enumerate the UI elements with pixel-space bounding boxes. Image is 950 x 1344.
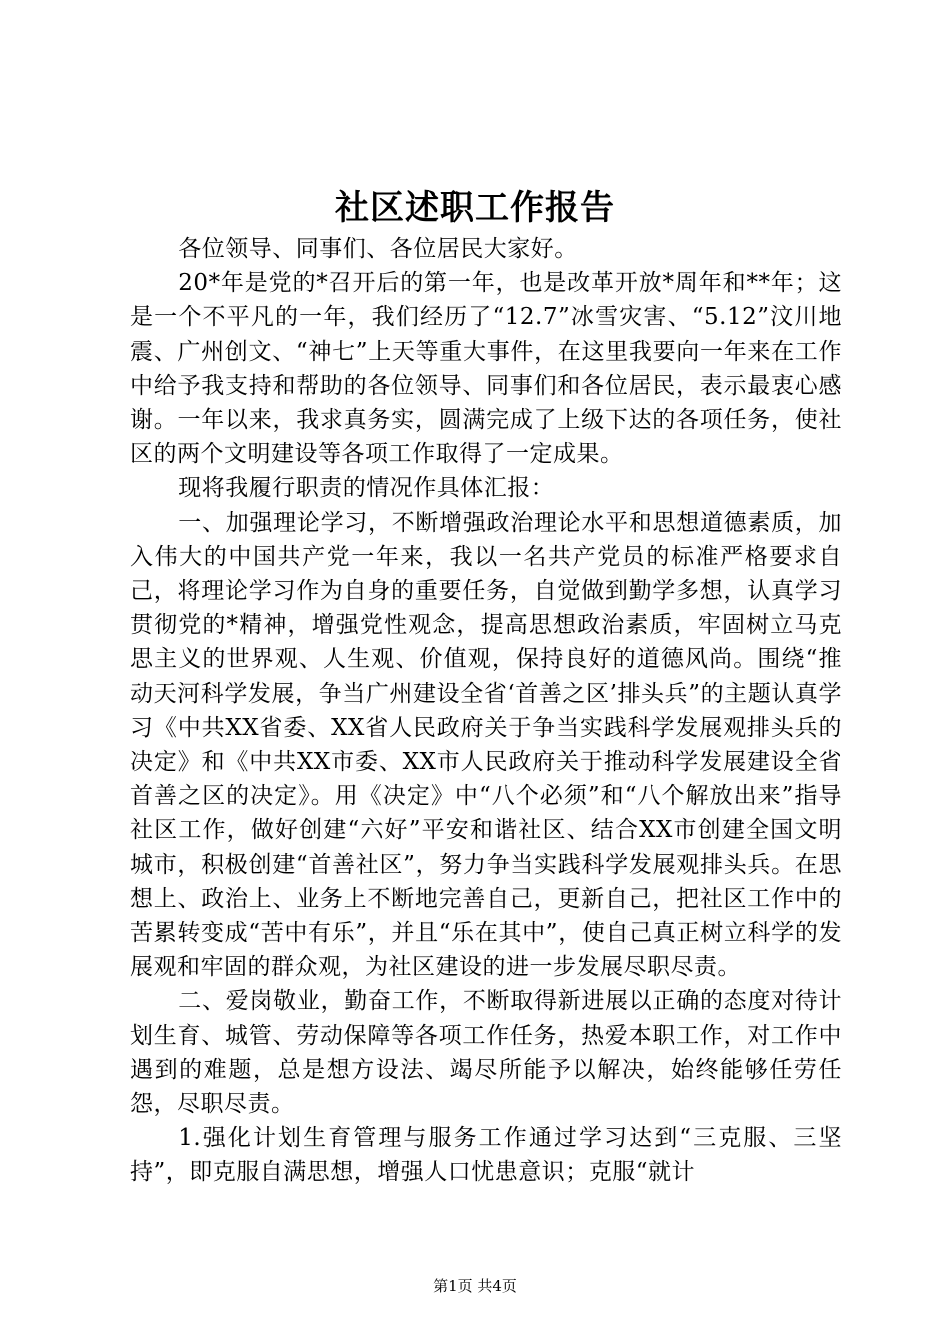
paragraph-intro: 20*年是党的*召开后的第一年，也是改革开放*周年和**年；这是一个不平凡的一年，我们经历了“12.7”冰雪灾害、“5.12”汶川地震、广州创文、“神七”上天等重大事件，在这里我要向一年来在工作中给予我支持和帮助的各位领导、同事们和各位居民，表示最衷心感谢。一年以来，我求真务实，圆满完成了上级下达的各项任务，使社区的两个文明建设等各项工作取得了一定成果。	[130, 270, 842, 468]
paragraph-report-lead: 现将我履行职责的情况作具体汇报：	[178, 475, 555, 502]
paragraph-section-one: 一、加强理论学习，不断增强政治理论水平和思想道德素质，加入伟大的中国共产党一年来，我以一名共产党员的标准严格要求自己，将理论学习作为自身的重要任务，自觉做到勤学多想，认真学习贯彻党的*精神，增强党性观念，提高思想政治素质，牢固树立马克思主义的世界观、人生观、价值观，保持良好的道德风尚。围绕“推动天河科学发展，争当广州建设全省‘首善之区’排头兵”的主题认真学习《中共XX省委、XX省人民政府关于争当实践科学发展观排头兵的决定》和《中共XX市委、XX市人民政府关于推动科学发展建设全省首善之区的决定》。用《决定》中“八个必须”和“八个解放出来”指导社区工作，做好创建“六好”平安和谐社区、结合XX市创建全国文明城市，积极创建“首善社区”，努力争当实践科学发展观排头兵。在思想上、政治上、业务上不断地完善自己，更新自己，把社区工作中的苦累转变成“苦中有乐”，并且“乐在其中”，使自己真正树立科学的发展观和牢固的群众观，为社区建设的进一步发展尽职尽责。	[130, 509, 842, 981]
document-title: 社区述职工作报告	[335, 188, 615, 228]
paragraph-section-two: 二、爱岗敬业，勤奋工作，不断取得新进展以正确的态度对待计划生育、城管、劳动保障等各项工作任务，热爱本职工作，对工作中遇到的难题，总是想方设法、竭尽所能予以解决，始终能够任劳任怨，尽职尽责。	[130, 988, 842, 1118]
paragraph-item-one: 1.强化计划生育管理与服务工作通过学习达到“三克服、三坚持”，即克服自满思想，增强人口忧患意识；克服“就计	[130, 1125, 842, 1186]
paragraph-greeting: 各位领导、同事们、各位居民大家好。	[178, 236, 578, 262]
page-footer: 第1页 共4页	[433, 1277, 517, 1295]
document-body	[130, 232, 842, 1190]
